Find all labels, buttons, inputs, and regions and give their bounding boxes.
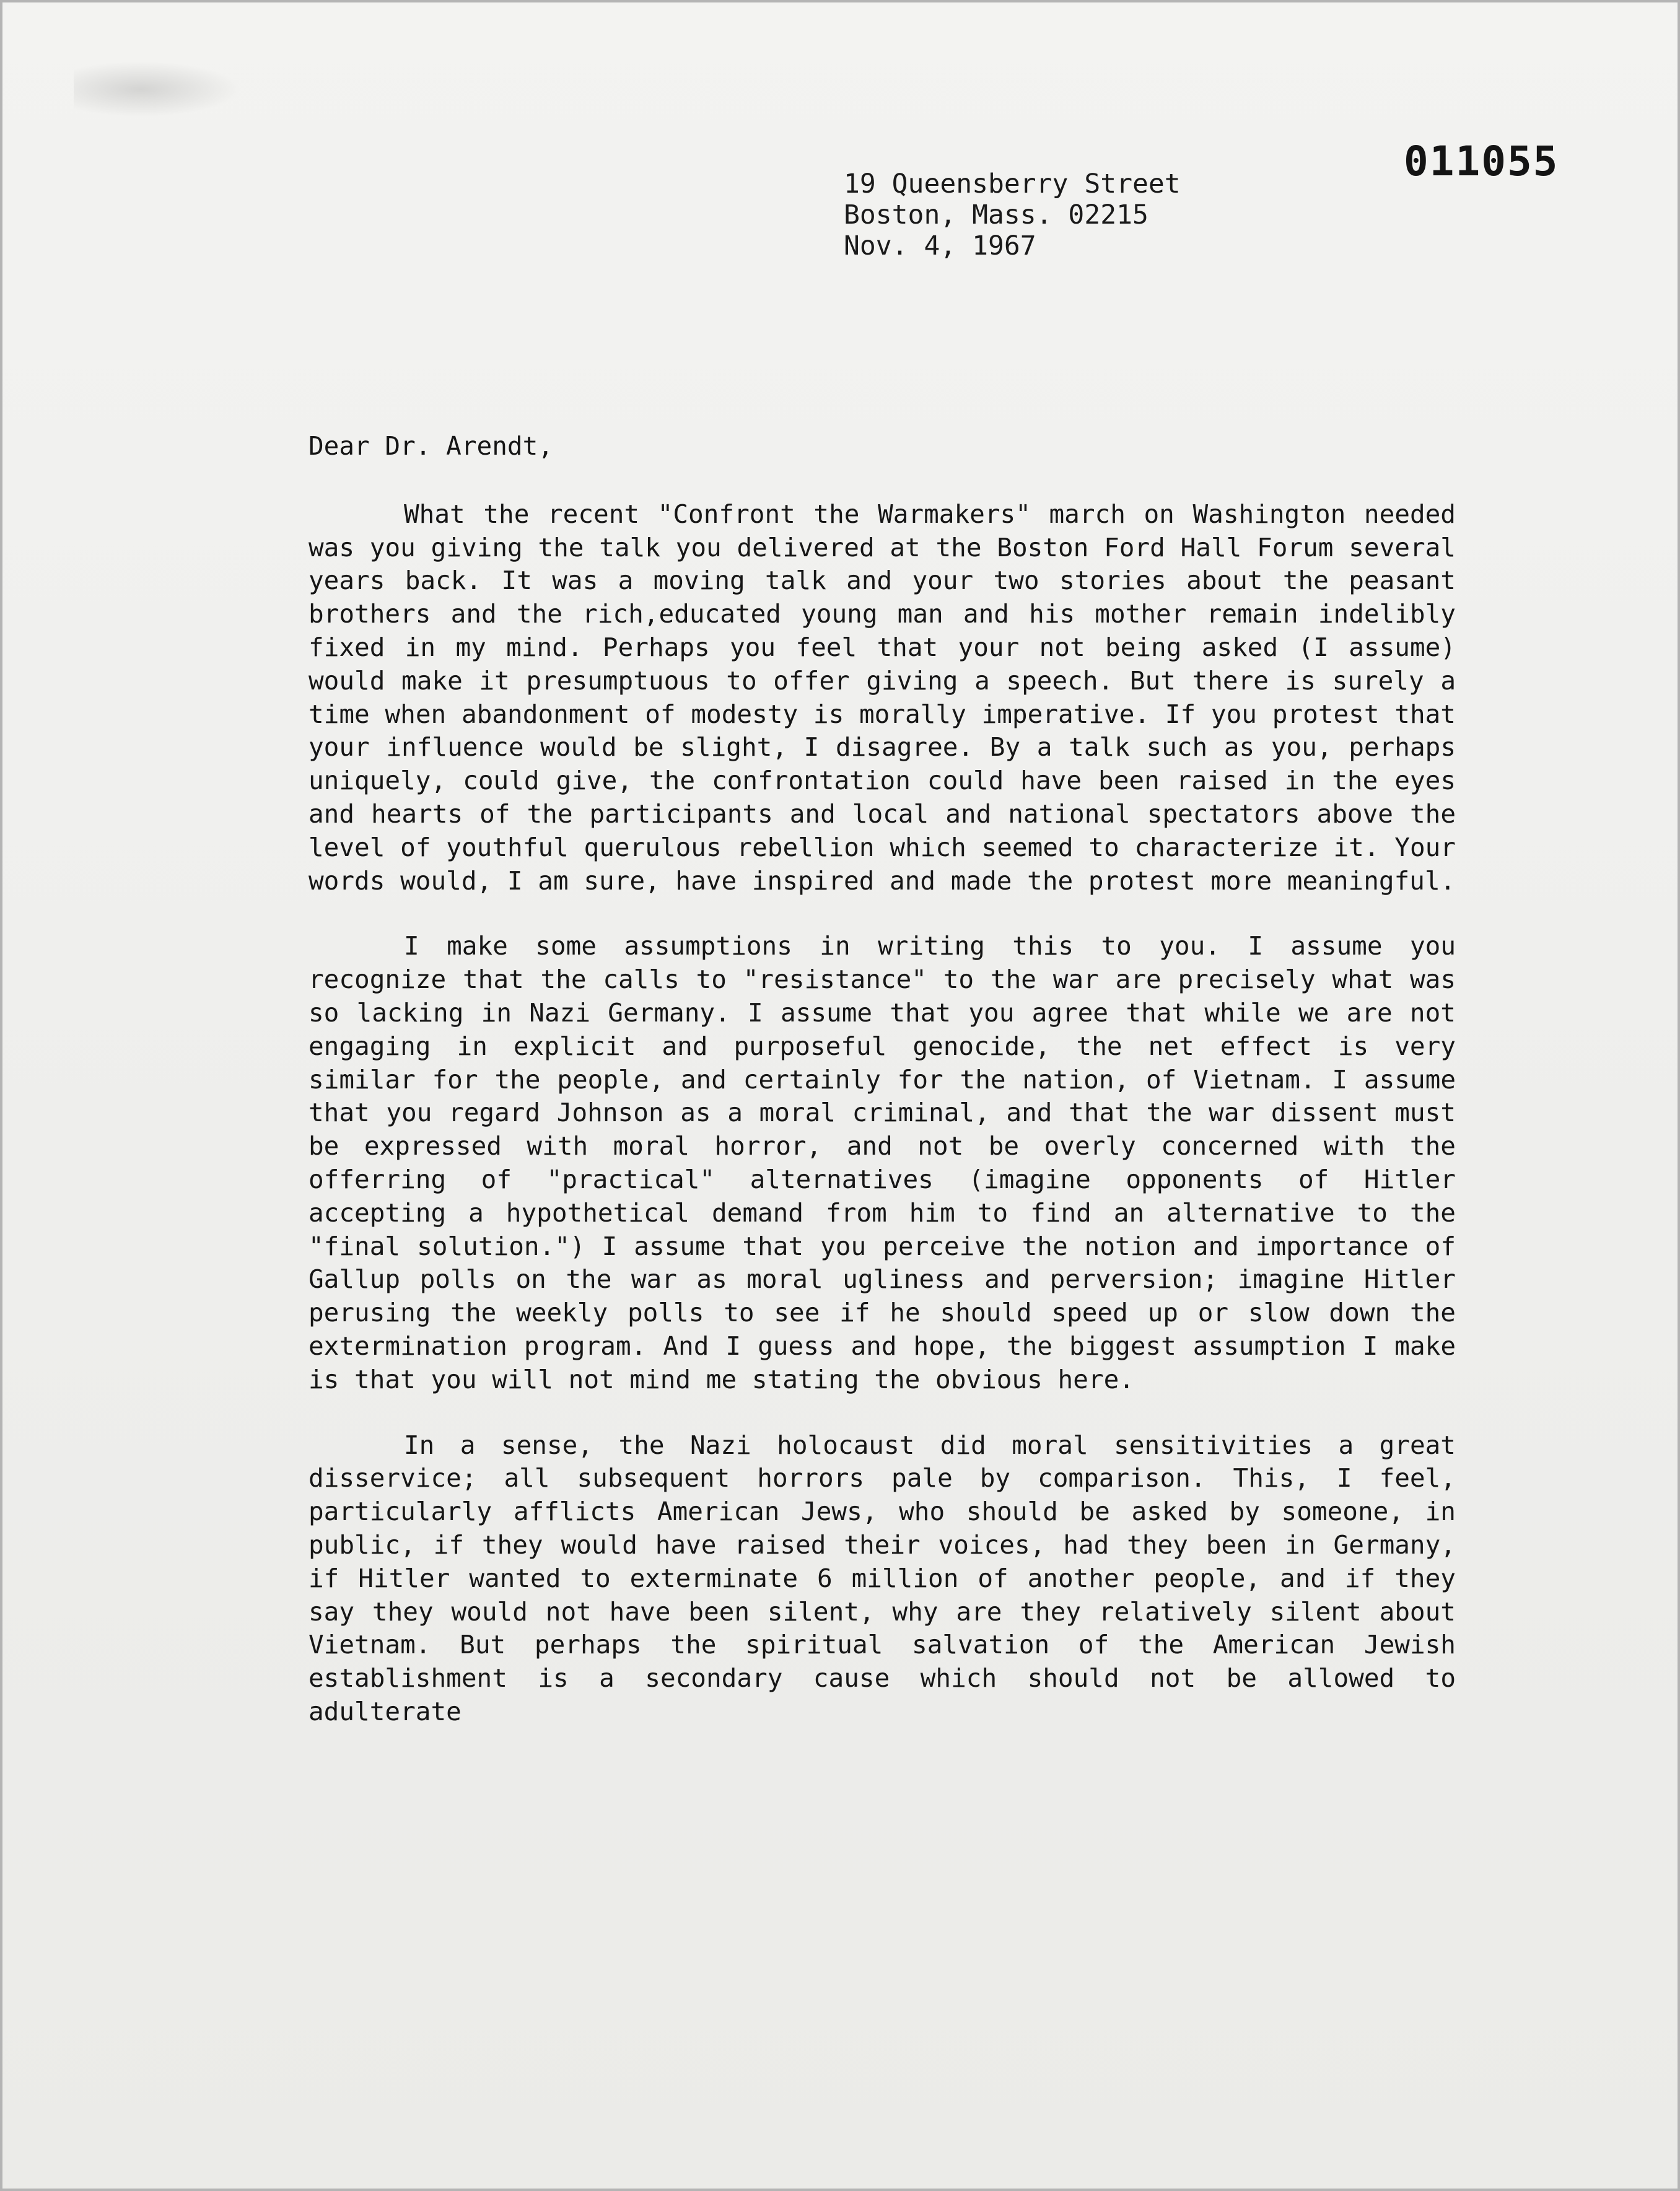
document-number-stamp: 011055 [1404, 138, 1559, 185]
paragraph-1: What the recent "Confront the Warmakers" march on Washington needed was you giving the talk you delivered at the Boston Ford Hall Forum several years back. It was a moving talk and your two stories about the peasant brothers and the rich,educated young man and his mother remain indelibly fixed in my mind. Perhaps you feel that your not being asked (I assume) would make it presumptuous to offer giving a speech. But there is surely a time when abandonment of modesty is morally imperative. If you protest that your influence would be slight, I disagree. By a talk such as you, perhaps uniquely, could give, the confrontation could have been raised in the eyes and hearts of the participants and local and national spectators above the level of youthful querulous rebellion which seemed to characterize it. Your words would, I am sure, have inspired and made the protest more meaningful. [308, 499, 1456, 896]
salutation: Dear Dr. Arendt, [308, 431, 553, 461]
letter-body [308, 430, 1456, 1729]
paragraph-2: I make some assumptions in writing this to you. I assume you recognize that the calls to "resistance" to the war are precisely what was so lacking in Nazi Germany. I assume that you agree that while we are not engaging in explicit and purposeful genocide, the net effect is very similar for the people, and certainly for the nation, of Vietnam. I assume that you regard Johnson as a moral criminal, and that the war dissent must be expressed with moral horror, and not be overly concerned with the offerring of "practical" alternatives (imagine opponents of Hitler accepting a hypothetical demand from him to find an alternative to the "final solution.") I assume that you perceive the notion and importance of Gallup polls on the war as moral ugliness and perversion; imagine Hitler perusing the weekly polls to see if he should speed up or slow down the extermination program. And I guess and hope, the biggest assumption I make is that you will not mind me stating the obvious here. [308, 931, 1456, 1394]
sender-address-block [844, 168, 1181, 261]
address-city: Boston, Mass. 02215 [844, 199, 1148, 230]
paragraph-3: In a sense, the Nazi holocaust did moral sensitivities a great disservice; all subsequent horrors pale by comparison. This, I feel, particularly afflicts American Jews, who should be asked by someone, in public, if they would have raised their voices, had they been in Germany, if Hitler wanted to exterminate 6 million of another people, and if they say they would not have been silent, why are they relatively silent about Vietnam. But perhaps the spiritual salvation of the American Jewish establishment is a secondary cause which should not be allowed to adulterate [308, 1430, 1456, 1726]
letter-date: Nov. 4, 1967 [844, 230, 1036, 261]
scan-smudge [74, 61, 241, 117]
address-street: 19 Queensberry Street [844, 168, 1181, 199]
